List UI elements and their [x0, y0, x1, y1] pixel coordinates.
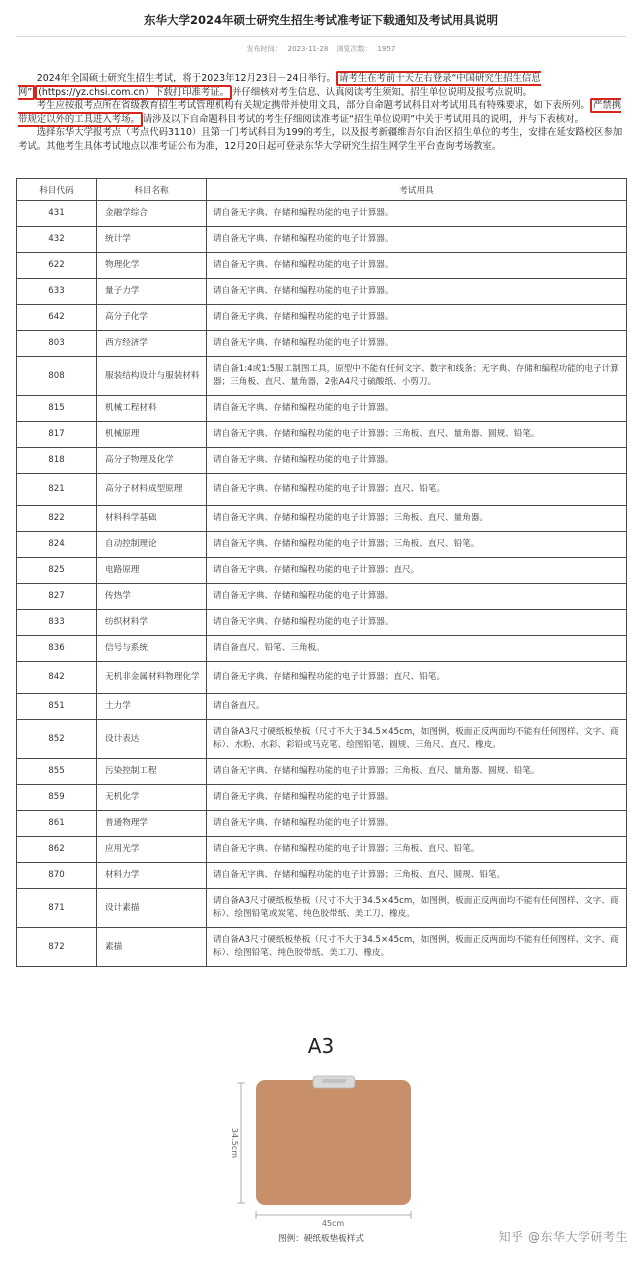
- cell-code: 817: [17, 422, 97, 448]
- cell-tools: 请自备无字典、存储和编程功能的电子计算器。: [207, 253, 627, 279]
- cell-code: 808: [17, 357, 97, 396]
- table-row: [17, 558, 627, 584]
- publish-date: 2023-11-28: [287, 45, 329, 53]
- cell-code: 622: [17, 253, 97, 279]
- cell-tools: 请自备无字典、存储和编程功能的电子计算器；直尺、铅笔。: [207, 662, 627, 694]
- board-figure: [0, 1020, 642, 1263]
- intro-paragraph-3: 选择东华大学报考点（考点代码3110）且第一门考试科目为199的考生，以及报考新疆维吾尔自治区招生单位的考生，安排在延安路校区参加考试。其他考生具体考试地点以准考证公布为准，12月20日起可登录东华大学研究生招生网学生平台查询考场教室。: [18, 127, 623, 152]
- a3-size-label: A3: [307, 1034, 335, 1058]
- cell-code: 815: [17, 396, 97, 422]
- exam-tools-table: [16, 178, 627, 967]
- cell-code: 833: [17, 610, 97, 636]
- cell-name: 素描: [97, 928, 207, 967]
- table-row: [17, 694, 627, 720]
- cell-name: 西方经济学: [97, 331, 207, 357]
- cell-tools: 请自备无字典、存储和编程功能的电子计算器。: [207, 396, 627, 422]
- table-row: [17, 253, 627, 279]
- table-row: [17, 532, 627, 558]
- cell-tools: 请自备A3尺寸硬纸板垫板（尺寸不大于34.5×45cm，如图例，板面正反两面均不能有任何图样、文字、商标）、绘图铅笔、纯色胶带纸、美工刀、橡皮。: [207, 928, 627, 967]
- cell-name: 无机非金属材料物理化学: [97, 662, 207, 694]
- cell-code: 818: [17, 448, 97, 474]
- cell-code: 827: [17, 584, 97, 610]
- table-body: [17, 201, 627, 967]
- table-row: [17, 610, 627, 636]
- cell-name: 材料科学基础: [97, 506, 207, 532]
- cell-code: 855: [17, 759, 97, 785]
- intro-paragraph-2: [18, 99, 624, 126]
- views-label: 浏览次数：: [336, 45, 372, 53]
- cell-name: 应用光学: [97, 837, 207, 863]
- cell-code: 870: [17, 863, 97, 889]
- figure-caption: 图例：硬纸板垫板样式: [278, 1234, 364, 1244]
- cell-name: 机械工程材料: [97, 396, 207, 422]
- cell-name: 统计学: [97, 227, 207, 253]
- table-row: [17, 720, 627, 759]
- table-row: [17, 785, 627, 811]
- intro-paragraph-1: [18, 72, 624, 99]
- header-name: 科目名称: [97, 179, 207, 201]
- table-row: [17, 837, 627, 863]
- cell-code: 872: [17, 928, 97, 967]
- cell-tools: 请自备无字典、存储和编程功能的电子计算器。: [207, 448, 627, 474]
- cell-tools: 请自备无字典、存储和编程功能的电子计算器。: [207, 811, 627, 837]
- table-row: [17, 201, 627, 227]
- cell-code: 821: [17, 474, 97, 506]
- cell-code: 836: [17, 636, 97, 662]
- table-row: [17, 422, 627, 448]
- table-row: [17, 506, 627, 532]
- height-label: 34.5cm: [230, 1127, 239, 1159]
- cell-code: 432: [17, 227, 97, 253]
- cell-name: 物理化学: [97, 253, 207, 279]
- cell-code: 859: [17, 785, 97, 811]
- highlight-login-notice: 请考生在考前十天左右登录“中国研究生招生信息网”: [18, 73, 541, 98]
- intro-p2-tail: 请涉及以下自命题科目考试的考生仔细阅读准考证“招生单位说明”中关于考试用具的说明，并与下表核对。: [142, 113, 584, 125]
- cell-name: 高分子物理及化学: [97, 448, 207, 474]
- table-row: [17, 863, 627, 889]
- table-row: [17, 636, 627, 662]
- title-divider: [16, 36, 626, 37]
- cell-name: 普通物理学: [97, 811, 207, 837]
- cell-code: 803: [17, 331, 97, 357]
- cell-tools: 请自备无字典、存储和编程功能的电子计算器。: [207, 305, 627, 331]
- cell-tools: 请自备无字典、存储和编程功能的电子计算器。: [207, 201, 627, 227]
- table-row: [17, 396, 627, 422]
- table-row: [17, 227, 627, 253]
- cell-tools: 请自备无字典、存储和编程功能的电子计算器；三角板、直尺、铅笔。: [207, 532, 627, 558]
- table-row: [17, 584, 627, 610]
- header-code: 科目代码: [17, 179, 97, 201]
- cell-code: 824: [17, 532, 97, 558]
- cell-name: 服装结构设计与服装材料: [97, 357, 207, 396]
- cell-tools: 请自备无字典、存储和编程功能的电子计算器。: [207, 584, 627, 610]
- table-row: [17, 928, 627, 967]
- cell-tools: 请自备无字典、存储和编程功能的电子计算器。: [207, 331, 627, 357]
- cell-code: 842: [17, 662, 97, 694]
- cell-tools: 请自备A3尺寸硬纸板垫板（尺寸不大于34.5×45cm，如图例，板面正反两面均不能有任何图样、文字、商标）、水粉、水彩、彩铅或马克笔、绘图铅笔、圆规、三角尺、直尺、橡皮。: [207, 720, 627, 759]
- cell-name: 高分子化学: [97, 305, 207, 331]
- cell-name: 自动控制理论: [97, 532, 207, 558]
- cell-name: 电路原理: [97, 558, 207, 584]
- meta-line: [0, 44, 642, 54]
- page-title: 东华大学2024年硕士研究生招生考试准考证下载通知及考试用具说明: [143, 13, 498, 27]
- table-row: [17, 357, 627, 396]
- cell-code: 642: [17, 305, 97, 331]
- cell-tools: 请自备无字典、存储和编程功能的电子计算器；三角板、直尺、量角器。: [207, 506, 627, 532]
- cell-code: 822: [17, 506, 97, 532]
- cell-tools: 请自备无字典、存储和编程功能的电子计算器；三角板、直尺、铅笔。: [207, 837, 627, 863]
- cell-tools: 请自备1:4或1:5服工制图工具，原型中不能有任何文字、数字和线条；无字典、存储和编程功能的电子计算器；三角板、直尺、量角器，2张A4尺寸硫酸纸、小剪刀。: [207, 357, 627, 396]
- cell-name: 机械原理: [97, 422, 207, 448]
- cell-name: 信号与系统: [97, 636, 207, 662]
- cell-code: 871: [17, 889, 97, 928]
- clipboard-illustration: [0, 1020, 642, 1230]
- table-row: [17, 305, 627, 331]
- cell-tools: 请自备无字典、存储和编程功能的电子计算器。: [207, 227, 627, 253]
- intro-p1-lead: 2024年全国硕士研究生招生考试，将于2023年12月23日－24日举行。: [36, 73, 336, 84]
- cell-name: 设计表达: [97, 720, 207, 759]
- cell-tools: 请自备直尺、铅笔、三角板。: [207, 636, 627, 662]
- cell-name: 材料力学: [97, 863, 207, 889]
- table-row: [17, 279, 627, 305]
- table-row: [17, 662, 627, 694]
- cell-name: 纺织材料学: [97, 610, 207, 636]
- highlight-download-link[interactable]: (https://yz.chsi.com.cn）下载打印准考证。: [35, 85, 232, 100]
- cell-tools: 请自备无字典、存储和编程功能的电子计算器。: [207, 785, 627, 811]
- table-header-row: [17, 179, 627, 201]
- cell-tools: 请自备无字典、存储和编程功能的电子计算器。: [207, 610, 627, 636]
- table-row: [17, 759, 627, 785]
- cell-code: 633: [17, 279, 97, 305]
- width-label: 45cm: [321, 1219, 345, 1228]
- table-row: [17, 448, 627, 474]
- intro-p2-lead: 考生应按报考点所在省级教育招生考试管理机构有关规定携带并使用文具，部分自命题考试科目对考试用具有特殊要求，如下表所列。: [36, 100, 590, 111]
- table-row: [17, 474, 627, 506]
- cell-tools: 请自备无字典、存储和编程功能的电子计算器。: [207, 279, 627, 305]
- cell-code: 431: [17, 201, 97, 227]
- cell-name: 无机化学: [97, 785, 207, 811]
- table-row: [17, 331, 627, 357]
- table-row: [17, 889, 627, 928]
- watermark-text: 知乎 @东华大学研考生: [498, 1230, 628, 1244]
- cell-name: 高分子材料成型原理: [97, 474, 207, 506]
- cell-code: 861: [17, 811, 97, 837]
- cell-name: 污染控制工程: [97, 759, 207, 785]
- cell-tools: 请自备无字典、存储和编程功能的电子计算器；直尺。: [207, 558, 627, 584]
- clipboard-board: [256, 1080, 411, 1205]
- table-row: [17, 811, 627, 837]
- cell-code: 825: [17, 558, 97, 584]
- cell-tools: 请自备无字典、存储和编程功能的电子计算器；三角板、直尺、圆规、铅笔。: [207, 863, 627, 889]
- publish-label: 发布时间：: [246, 45, 282, 53]
- views-count: 1957: [377, 45, 396, 53]
- highlight-prohibited-tools: 严禁携带规定以外的工具进入考场。: [18, 100, 622, 125]
- intro-text: [18, 72, 624, 153]
- cell-tools: 请自备无字典、存储和编程功能的电子计算器；直尺、铅笔。: [207, 474, 627, 506]
- header-tools: 考试用具: [207, 179, 627, 201]
- cell-tools: 请自备无字典、存储和编程功能的电子计算器；三角板、直尺、量角器、圆规、铅笔。: [207, 759, 627, 785]
- cell-name: 土力学: [97, 694, 207, 720]
- cell-tools: 请自备A3尺寸硬纸板垫板（尺寸不大于34.5×45cm，如图例，板面正反两面均不能有任何图样、文字、商标）、绘图铅笔或炭笔、纯色胶带纸、美工刀、橡皮。: [207, 889, 627, 928]
- intro-p1-tail: 并仔细核对考生信息、认真阅读考生须知、招生单位说明及报考点说明。: [232, 86, 533, 98]
- cell-code: 862: [17, 837, 97, 863]
- cell-name: 设计素描: [97, 889, 207, 928]
- cell-code: 852: [17, 720, 97, 759]
- cell-tools: 请自备无字典、存储和编程功能的电子计算器；三角板、直尺、量角器、圆规、铅笔。: [207, 422, 627, 448]
- cell-name: 量子力学: [97, 279, 207, 305]
- cell-code: 851: [17, 694, 97, 720]
- cell-tools: 请自备直尺。: [207, 694, 627, 720]
- cell-name: 金融学综合: [97, 201, 207, 227]
- cell-name: 传热学: [97, 584, 207, 610]
